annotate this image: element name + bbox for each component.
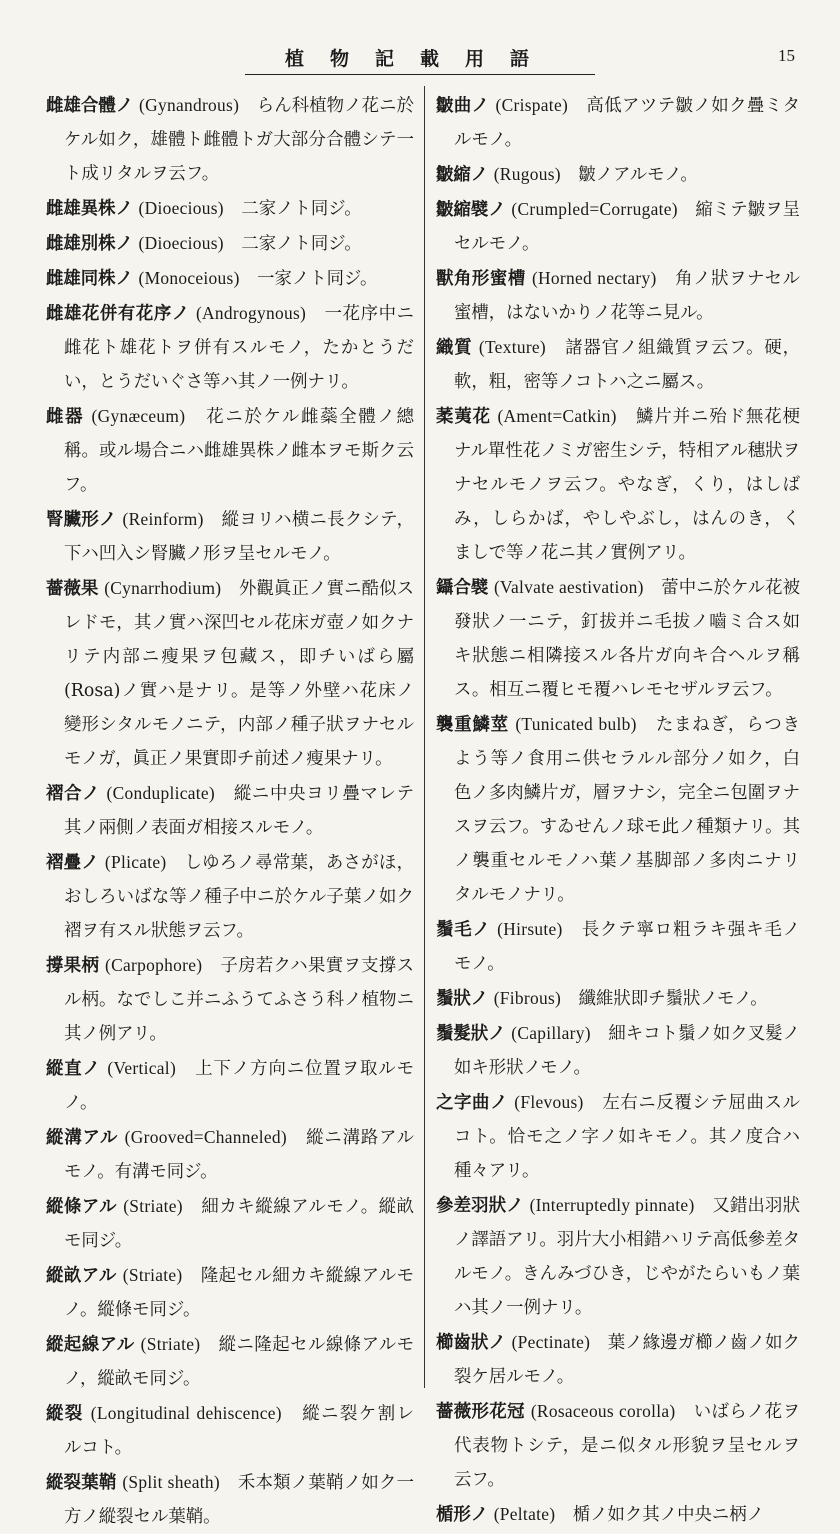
entry-latin-term: (Crumpled=Corrugate) xyxy=(511,199,678,219)
entry-definition: 葉ノ緣邊ガ櫛ノ齒ノ如ク裂ケ居ルモノ。 xyxy=(454,1333,800,1387)
glossary-entry xyxy=(436,157,800,192)
glossary-entry xyxy=(46,1465,414,1534)
entry-term: 腎臟形ノ xyxy=(46,510,117,530)
glossary-entry xyxy=(46,296,414,399)
entry-term: 雌雄別株ノ xyxy=(46,234,133,254)
glossary-entry xyxy=(436,912,800,981)
entry-definition: 二家ノト同ジ。 xyxy=(241,234,362,254)
entry-latin-term: (Conduplicate) xyxy=(106,783,216,803)
glossary-entry xyxy=(436,1325,800,1394)
entry-term: 參差羽狀ノ xyxy=(436,1196,524,1216)
entry-latin-term: (Gynandrous) xyxy=(139,95,240,115)
entry-definition: 禾本類ノ葉鞘ノ如ク一方ノ縱裂セル葉鞘。 xyxy=(64,1473,414,1527)
glossary-entry xyxy=(436,261,800,330)
entry-latin-term: (Valvate aestivation) xyxy=(493,577,644,597)
entry-definition: 細カキ縱線アルモノ。縱畝モ同ジ。 xyxy=(64,1197,414,1251)
entry-definition: 左右ニ反覆シテ屈曲スルコト。恰モ之ノ字ノ如キモノ。其ノ度合ハ種々アリ。 xyxy=(454,1093,800,1181)
entry-definition: 二家ノト同ジ。 xyxy=(241,199,362,219)
glossary-entry xyxy=(46,776,414,845)
entry-term: 雌雄同株ノ xyxy=(46,269,133,289)
entry-latin-term: (Rugous) xyxy=(493,164,561,184)
entry-definition: 諸器官ノ組織質ヲ云フ。硬，軟，粗，密等ノコトハ之ニ屬ス。 xyxy=(454,338,800,392)
entry-latin-term: (Flevous) xyxy=(514,1092,584,1112)
entry-latin-term: (Vertical) xyxy=(107,1058,177,1078)
glossary-entry xyxy=(46,1258,414,1327)
entry-term: 皺縮襞ノ xyxy=(436,200,506,220)
entry-definition: 縱ヨリハ横ニ長クシテ，下ハ凹入シ腎臟ノ形ヲ呈セルモノ。 xyxy=(64,510,414,564)
entry-term: 葇荑花 xyxy=(436,407,491,427)
right-column xyxy=(436,88,800,1525)
entry-term: 雌器 xyxy=(46,407,85,427)
glossary-entry xyxy=(46,845,414,948)
entry-definition: 一花序中ニ雌花ト雄花トヲ併有スルモノ，たかとうだい，とうだいぐさ等ハ其ノ一例ナリ。 xyxy=(64,304,414,392)
entry-term: 縱起線アル xyxy=(46,1335,135,1355)
entry-latin-term: (Dioecious) xyxy=(138,233,224,253)
entry-definition: 鱗片并ニ殆ド無花梗ナル單性花ノミガ密生シテ，特相アル穗狀ヲナセルモノヲ云フ。やなぎ，くり，はしばみ，しらかば，やしやぶし，はんのき，くましで等ノ花ニ其ノ實例アリ。 xyxy=(454,407,800,563)
entry-latin-term: (Tunicated bulb) xyxy=(515,714,637,734)
entry-definition: 縮ミテ皺ヲ呈セルモノ。 xyxy=(454,200,800,254)
entry-definition: 縱ニ溝路アルモノ。有溝モ同ジ。 xyxy=(64,1128,414,1182)
page-number: 15 xyxy=(778,46,795,65)
entry-latin-term: (Crispate) xyxy=(495,95,569,115)
entry-definition: 花ニ於ケル雌蘂全體ノ總稱。或ル場合ニハ雌雄異株ノ雌本ヲモ斯ク云フ。 xyxy=(64,407,414,495)
entry-definition: 又錯出羽狀ノ譯語アリ。羽片大小相錯ハリテ高低參差タルモノ。きんみづひき，じやがたらいもノ葉ハ其ノ一例ナリ。 xyxy=(454,1196,800,1318)
entry-definition: いばらノ花ヲ代表物トシテ，是ニ似タル形貌ヲ呈セルヲ云フ。 xyxy=(454,1402,800,1490)
entry-latin-term: (Peltate) xyxy=(493,1504,556,1524)
entry-definition: 外觀眞正ノ實ニ酷似スレドモ，其ノ實ハ深凹セル花床ガ壺ノ如クナリテ内部ニ瘦果ヲ包藏ス，即チいばら屬(Rosa)ノ實ハ是ナリ。是等ノ外壁ハ花床ノ變形シタルモノニテ，内部ノ種子狀ヲナセルモノガ，眞正ノ果實即チ前述ノ瘦果ナリ。 xyxy=(64,579,414,769)
entry-term: 縱條アル xyxy=(46,1197,118,1217)
entry-term: 楯形ノ xyxy=(436,1505,489,1525)
entry-latin-term: (Striate) xyxy=(140,1334,201,1354)
entry-latin-term: (Texture) xyxy=(478,337,547,357)
entry-term: 襲重鱗莖 xyxy=(436,715,509,735)
entry-term: 鬚髮狀ノ xyxy=(436,1024,506,1044)
entry-latin-term: (Interruptedly pinnate) xyxy=(529,1195,695,1215)
entry-term: 薔薇形花冠 xyxy=(436,1402,525,1422)
glossary-entry xyxy=(436,88,800,157)
entry-latin-term: (Dioecious) xyxy=(138,198,224,218)
column-divider xyxy=(424,86,425,1388)
entry-latin-term: (Striate) xyxy=(122,1265,183,1285)
entry-latin-term: (Ament=Catkin) xyxy=(497,406,617,426)
entry-term: 雌雄異株ノ xyxy=(46,199,133,219)
glossary-entry xyxy=(436,1085,800,1188)
entry-definition: しゆろノ尋常葉，あさがほ，おしろいばな等ノ種子中ニ於ケル子葉ノ如ク褶ヲ有スル狀態ヲ云フ。 xyxy=(64,853,414,941)
entry-latin-term: (Grooved=Channeled) xyxy=(124,1127,287,1147)
glossary-entry xyxy=(436,1188,800,1325)
entry-definition: 楯ノ如ク其ノ中央ニ柄ノ xyxy=(572,1505,765,1525)
entry-term: 縱直ノ xyxy=(46,1059,101,1079)
entry-latin-term: (Capillary) xyxy=(511,1023,591,1043)
glossary-entry xyxy=(46,571,414,776)
glossary-entry xyxy=(46,191,414,226)
entry-term: 縱溝アル xyxy=(46,1128,119,1148)
entry-definition: 細キコト鬚ノ如ク叉髮ノ如キ形狀ノモノ。 xyxy=(454,1024,800,1078)
entry-term: 之字曲ノ xyxy=(436,1093,509,1113)
entry-definition: 上下ノ方向ニ位置ヲ取ルモノ。 xyxy=(64,1059,414,1113)
glossary-entry xyxy=(46,88,414,191)
entry-term: 鬚毛ノ xyxy=(436,920,491,940)
glossary-entry xyxy=(436,399,800,570)
entry-definition: 子房若クハ果實ヲ支撐スル柄。なでしこ并ニふうてふさう科ノ植物ニ其ノ例アリ。 xyxy=(64,956,414,1044)
entry-term: 縱裂葉鞘 xyxy=(46,1473,117,1493)
glossary-entry xyxy=(436,192,800,261)
entry-latin-term: (Split sheath) xyxy=(122,1472,220,1492)
entry-latin-term: (Fibrous) xyxy=(493,988,562,1008)
glossary-entry xyxy=(46,1327,414,1396)
entry-term: 鑷合襞 xyxy=(436,578,489,598)
entry-term: 薔薇果 xyxy=(46,579,99,599)
entry-term: 雌雄花併有花序ノ xyxy=(46,304,190,324)
glossary-entry xyxy=(436,1016,800,1085)
glossary-entry xyxy=(46,1396,414,1465)
entry-definition: 皺ノアルモノ。 xyxy=(578,165,698,185)
glossary-entry xyxy=(46,1189,414,1258)
glossary-entry xyxy=(46,1051,414,1120)
glossary-entry xyxy=(46,502,414,571)
entry-term: 撐果柄 xyxy=(46,956,100,976)
entry-term: 獸角形蜜槽 xyxy=(436,269,526,289)
entry-definition: 蕾中ニ於ケル花被發狀ノ一ニテ，釘拔并ニ毛拔ノ嚙ミ合ス如キ狀態ニ相隣接スル各片ガ向キ合ヘルヲ稱ス。相互ニ覆ヒモ覆ハレモセザルヲ云フ。 xyxy=(454,578,800,700)
glossary-entry xyxy=(46,1120,414,1189)
entry-latin-term: (Plicate) xyxy=(104,852,167,872)
entry-latin-term: (Monoceious) xyxy=(138,268,240,288)
entry-definition: らん科植物ノ花ニ於ケル如ク，雄體ト雌體トガ大部分合體シテ一ト成リタルヲ云フ。 xyxy=(64,96,414,184)
entry-term: 皺曲ノ xyxy=(436,96,490,116)
header-rule xyxy=(245,74,595,75)
entry-latin-term: (Reinform) xyxy=(122,509,204,529)
entry-latin-term: (Gynæceum) xyxy=(91,406,186,426)
glossary-entry xyxy=(436,1394,800,1497)
entry-latin-term: (Pectinate) xyxy=(511,1332,591,1352)
left-column xyxy=(46,88,414,1527)
entry-latin-term: (Androgynous) xyxy=(195,303,307,323)
entry-term: 皺縮ノ xyxy=(436,165,489,185)
entry-term: 縱裂 xyxy=(46,1404,84,1424)
glossary-entry xyxy=(46,261,414,296)
entry-term: 雌雄合體ノ xyxy=(46,96,134,116)
glossary-entry xyxy=(436,570,800,707)
entry-term: 櫛齒狀ノ xyxy=(436,1333,506,1353)
glossary-entry xyxy=(46,948,414,1051)
entry-latin-term: (Hirsute) xyxy=(497,919,563,939)
entry-latin-term: (Rosaceous corolla) xyxy=(530,1401,676,1421)
entry-definition: 一家ノト同ジ。 xyxy=(257,269,378,289)
entry-term: 織質 xyxy=(436,338,473,358)
entry-latin-term: (Longitudinal dehiscence) xyxy=(90,1403,282,1423)
entry-definition: 角ノ狀ヲナセル蜜槽，はないかりノ花等ニ見ル。 xyxy=(454,269,800,323)
entry-definition: 高低アツテ皺ノ如ク疊ミタルモノ。 xyxy=(454,96,800,150)
entry-definition: たまねぎ，らつきよう等ノ食用ニ供セラルル部分ノ如ク，白色ノ多肉鱗片ガ，層ヲナシ，完全ニ包圍ヲナスヲ云フ。すゐせんノ球モ此ノ種類ナリ。其ノ襲重セルモノハ葉ノ基脚部ノ多肉ニナリタルモノナリ。 xyxy=(454,715,800,905)
entry-definition: 縱ニ隆起セル線條アルモノ，縱畝モ同ジ。 xyxy=(64,1335,414,1389)
entry-definition: 纖維狀即チ鬚狀ノモノ。 xyxy=(578,989,768,1009)
glossary-entry xyxy=(436,707,800,912)
entry-latin-term: (Horned nectary) xyxy=(531,268,657,288)
entry-latin-term: (Cynarrhodium) xyxy=(104,578,222,598)
entry-definition: 隆起セル細カキ縱線アルモノ。縱條モ同ジ。 xyxy=(64,1266,414,1320)
glossary-entry xyxy=(436,981,800,1016)
entry-latin-term: (Carpophore) xyxy=(105,955,203,975)
glossary-entry xyxy=(46,399,414,502)
entry-definition: 縱ニ裂ケ割レルコト。 xyxy=(64,1404,414,1458)
entry-term: 褶合ノ xyxy=(46,784,101,804)
glossary-entry xyxy=(46,226,414,261)
entry-term: 鬚狀ノ xyxy=(436,989,489,1009)
entry-definition: 縱ニ中央ヨリ疊マレテ其ノ兩側ノ表面ガ相接スルモノ。 xyxy=(64,784,414,838)
glossary-entry xyxy=(436,1497,800,1532)
entry-definition: 長クテ寧ロ粗ラキ强キ毛ノモノ。 xyxy=(454,920,800,974)
entry-term: 褶疊ノ xyxy=(46,853,100,873)
entry-latin-term: (Striate) xyxy=(123,1196,183,1216)
glossary-entry xyxy=(436,330,800,399)
page-title: 植物記載用語 xyxy=(284,48,555,70)
entry-term: 縱畝アル xyxy=(46,1266,117,1286)
